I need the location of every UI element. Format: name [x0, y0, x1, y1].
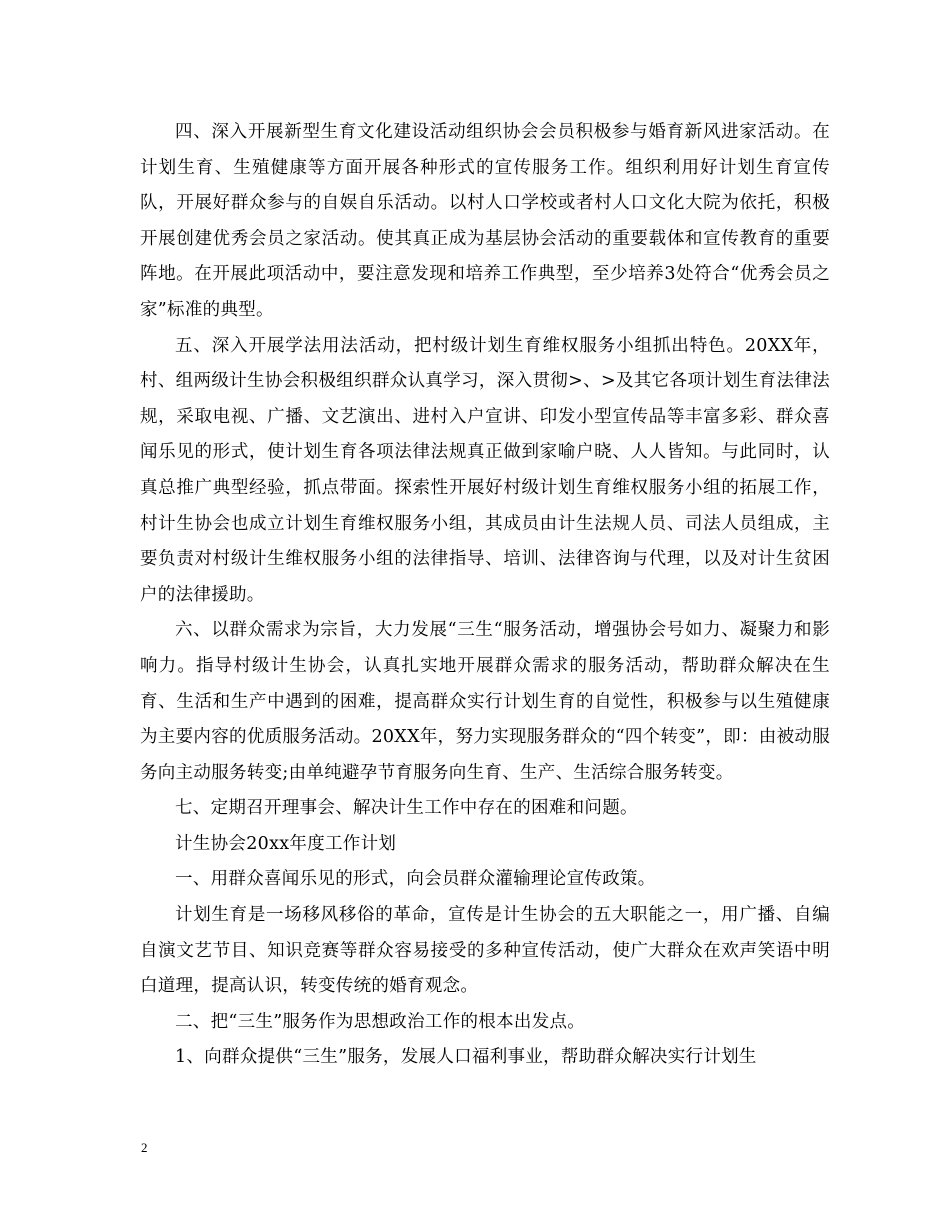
plan-title: 计生协会20xx年度工作计划 — [175, 833, 397, 854]
paragraph-section-four: 四、深入开展新型生育文化建设活动组织协会会员积极参与婚育新风进家活动。在计划生育、生殖健康等方面开展各种形式的宣传服务工作。组织利用好计划生育宣传队，开展好群众参与的自娱自乐活动。以村人口学校或者村人口文化大院为依托，积极开展创建优秀会员之家活动。使其真正成为基层协会活动的重要载体和宣传教育的重要阵地。在开展此项活动中，要注意发现和培养工作典型，至少培养3处符合“优秀会员之家”标准的典型。 — [140, 122, 830, 320]
page-number: 2 — [141, 1140, 148, 1155]
paragraph-section-seven: 七、定期召开理事会、解决计生工作中存在的困难和问题。 — [175, 798, 638, 819]
paragraph-plan-two-heading: 二、把“三生”服务作为思想政治工作的根本出发点。 — [175, 1011, 586, 1032]
paragraph-plan-one-heading: 一、用群众喜闻乐见的形式，向会员群众灌输理论宣传政策。 — [175, 869, 656, 890]
paragraph-section-five: 五、深入开展学法用法活动，把村级计划生育维权服务小组抓出特色。20XX年，村、组两级计生协会积极组织群众认真学习，深入贯彻>、>及其它各项计划生育法律法规，采取电视、广播、文艺演出、进村入户宣讲、印发小型宣传品等丰富多彩、群众喜闻乐见的形式，使计划生育各项法律法规真正做到家喻户晓、人人皆知。与此同时，认真总推广典型经验，抓点带面。探索性开展好村级计划生育维权服务小组的拓展工作，村计生协会也成立计划生育维权服务小组，其成员由计生法规人员、司法人员组成，主要负责对村级计生维权服务小组的法律指导、培训、法律咨询与代理，以及对计生贫困户的法律援助。 — [140, 335, 830, 605]
document-body — [140, 115, 830, 1076]
paragraph-plan-one-body: 计划生育是一场移风移俗的革命，宣传是计生协会的五大职能之一，用广播、自编自演文艺节目、知识竞赛等群众容易接受的多种宣传活动，使广大群众在欢声笑语中明白道理，提高认识，转变传统的婚育观念。 — [140, 905, 830, 997]
paragraph-plan-two-item-one: 1、向群众提供“三生”服务，发展人口福利事业，帮助群众解决实行计划生 — [175, 1047, 757, 1068]
paragraph-section-six: 六、以群众需求为宗旨，大力发展“三生“服务活动，增强协会号如力、凝聚力和影响力。指导村级计生协会，认真扎实地开展群众需求的服务活动，帮助群众解决在生育、生活和生产中遇到的困难，提高群众实行计划生育的自觉性，积极参与以生殖健康为主要内容的优质服务活动。20XX年，努力实现服务群众的“四个转变”，即：由被动服务向主动服务转变;由单纯避孕节育服务向生育、生产、生活综合服务转变。 — [140, 620, 830, 783]
